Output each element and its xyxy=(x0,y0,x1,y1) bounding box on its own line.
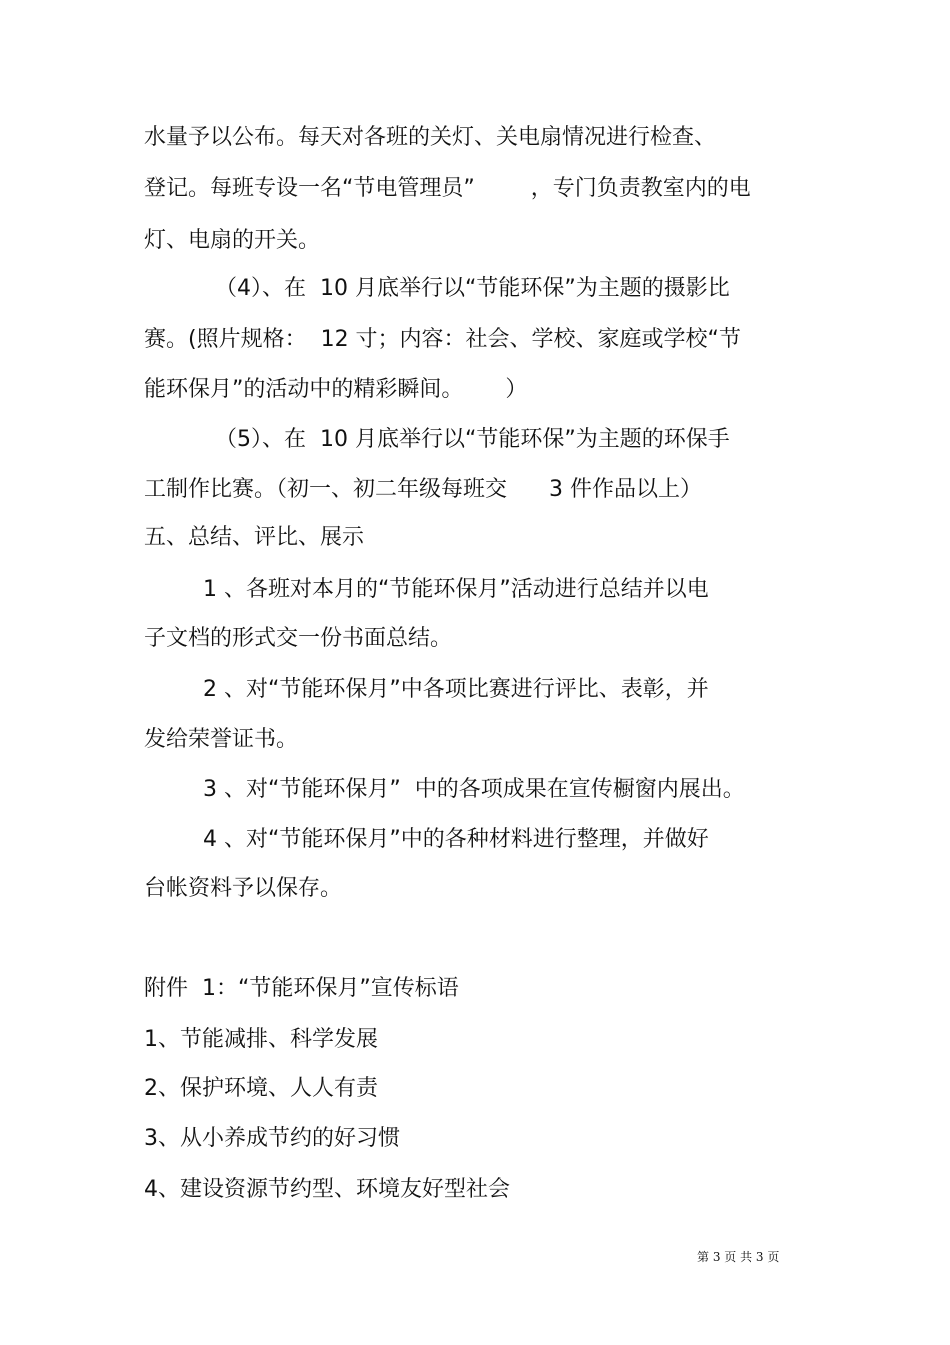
section-heading: 五、总结、评比、展示 xyxy=(144,525,365,550)
paragraph-line: 灯、电扇的开关。 xyxy=(144,228,321,253)
paragraph-line: 2 、对“节能环保月”中各项比赛进行评比、表彰，并 xyxy=(203,677,709,702)
paragraph-line: 能环保月”的活动中的精彩瞬间。 ） xyxy=(144,377,528,402)
slogan-item: 2、保护环境、人人有责 xyxy=(144,1076,378,1101)
paragraph-line: 发给荣誉证书。 xyxy=(144,727,299,752)
paragraph-line: 水量予以公布。每天对各班的关灯、关电扇情况进行检查、 xyxy=(144,125,717,150)
slogan-item: 3、从小养成节约的好习惯 xyxy=(144,1126,400,1151)
paragraph-line: （5）、在 10 月底举行以“节能环保”为主题的环保手 xyxy=(215,427,730,452)
slogan-item: 4、建设资源节约型、环境友好型社会 xyxy=(144,1177,510,1202)
paragraph-line: 工制作比赛。（初一、初二年级每班交 3 件作品以上） xyxy=(144,477,702,502)
paragraph-line: 3 、对“节能环保月” 中的各项成果在宣传橱窗内展出。 xyxy=(203,777,745,802)
paragraph-line: 4 、对“节能环保月”中的各种材料进行整理，并做好 xyxy=(203,827,709,852)
page-footer: 第 3 页 共 3 页 xyxy=(697,1250,780,1264)
paragraph-line: 1 、各班对本月的“节能环保月”活动进行总结并以电 xyxy=(203,577,709,602)
slogan-item: 1、节能减排、科学发展 xyxy=(144,1027,378,1052)
paragraph-line: 子文档的形式交一份书面总结。 xyxy=(144,626,453,651)
paragraph-line: 登记。每班专设一名“节电管理员” ，专门负责教室内的电 xyxy=(144,176,751,201)
paragraph-line: 台帐资料予以保存。 xyxy=(144,876,343,901)
appendix-heading: 附件 1：“节能环保月”宣传标语 xyxy=(144,976,459,1001)
paragraph-line: 赛。(照片规格： 12 寸；内容：社会、学校、家庭或学校“节 xyxy=(144,327,741,352)
paragraph-line: （4）、在 10 月底举行以“节能环保”为主题的摄影比 xyxy=(215,276,730,301)
